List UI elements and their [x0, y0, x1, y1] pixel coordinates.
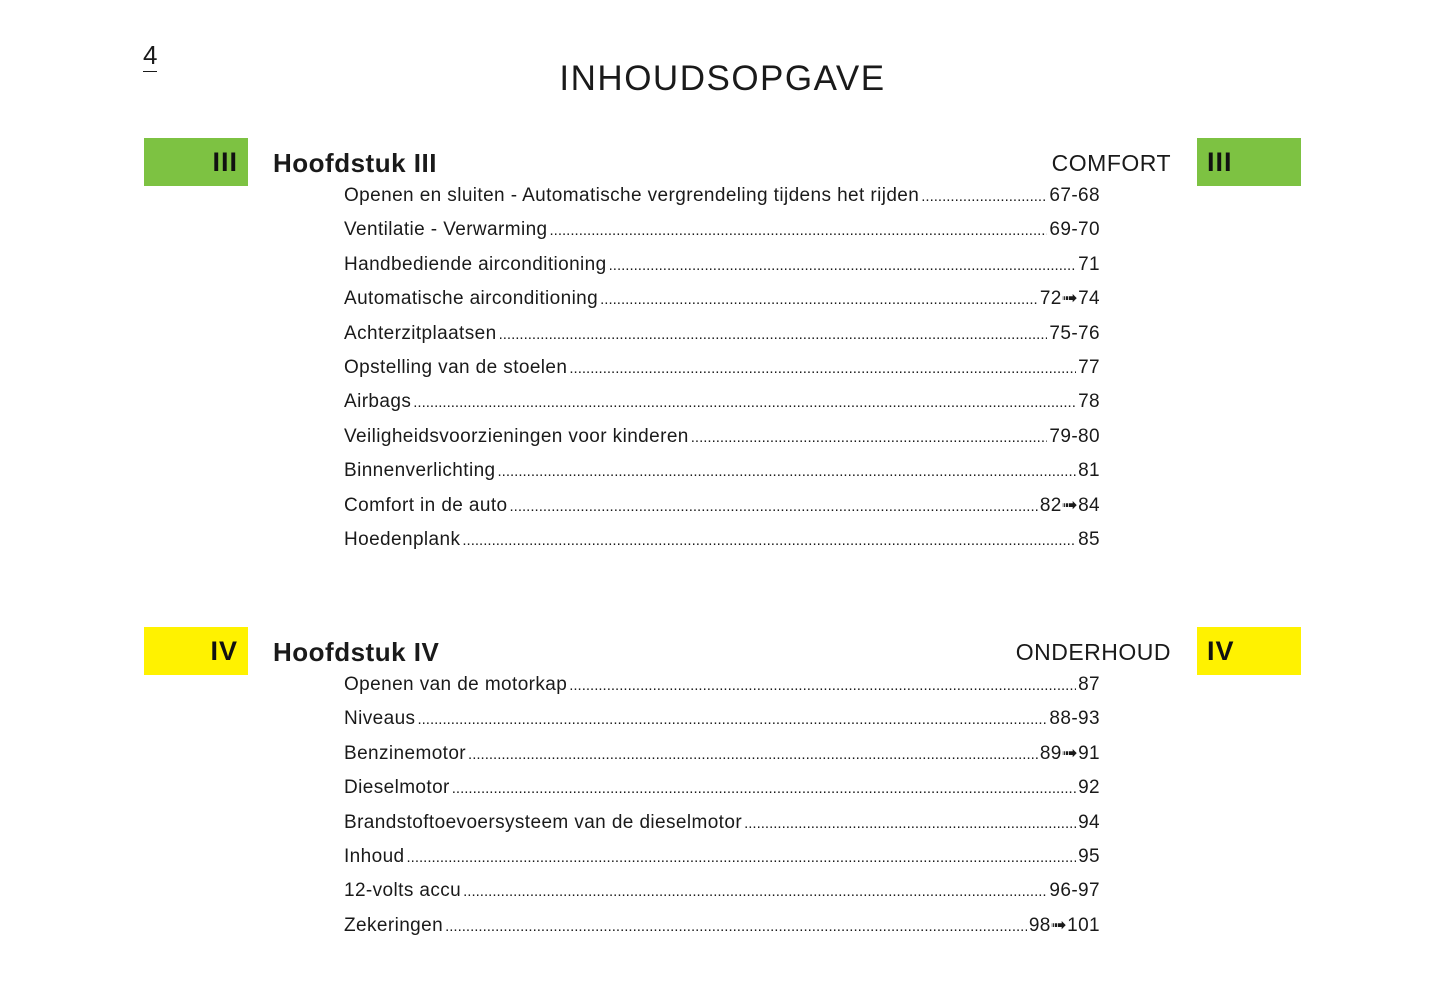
toc-entry[interactable]	[344, 489, 1100, 523]
toc-leader-dots	[569, 669, 1076, 703]
toc-entry-page: 78	[1078, 391, 1100, 413]
toc-leader-dots	[550, 214, 1048, 248]
toc-entry-label: Achterzitplaatsen	[344, 322, 497, 344]
chapter-3-entries	[344, 179, 1100, 557]
toc-leader-dots	[462, 524, 1076, 558]
toc-entry-page: 98➟101	[1028, 914, 1100, 936]
toc-leader-dots	[569, 352, 1076, 386]
chapter-4-category: ONDERHOUD	[1015, 639, 1171, 665]
chapter-3-tab-right: III	[1197, 138, 1301, 186]
toc-entry[interactable]	[344, 840, 1100, 874]
chapter-3-heading: Hoofdstuk III	[273, 148, 437, 178]
toc-entry-page: 81	[1078, 460, 1100, 482]
toc-entry-page: 95	[1078, 845, 1100, 867]
toc-entry-page: 79-80	[1049, 425, 1100, 447]
toc-entry[interactable]	[344, 668, 1100, 702]
toc-leader-dots	[600, 283, 1038, 317]
toc-entry-label: Inhoud	[344, 845, 405, 867]
chapter-3-tab-left: III	[144, 138, 248, 186]
toc-entry-page: 75-76	[1049, 322, 1100, 344]
toc-entry-label: Openen van de motorkap	[344, 674, 568, 695]
toc-entry-page: 87	[1078, 674, 1100, 695]
toc-entry-page: 67-68	[1049, 185, 1100, 206]
toc-leader-dots	[499, 318, 1048, 352]
toc-leader-dots	[498, 455, 1077, 489]
toc-entry[interactable]	[344, 806, 1100, 840]
toc-entry-page: 82➟84	[1039, 494, 1100, 516]
toc-entry[interactable]	[344, 213, 1100, 247]
toc-entry-page: 77	[1078, 356, 1100, 378]
toc-leader-dots	[744, 807, 1076, 841]
toc-entry[interactable]	[344, 454, 1100, 488]
toc-entry-label: Hoedenplank	[344, 528, 461, 550]
toc-entry-page: 92	[1078, 777, 1100, 799]
toc-entry-label: Comfort in de auto	[344, 494, 508, 516]
toc-entry-label: Dieselmotor	[344, 777, 450, 799]
page-number: 4	[143, 40, 158, 70]
toc-leader-dots	[510, 490, 1038, 524]
toc-leader-dots	[417, 703, 1047, 737]
toc-leader-dots	[445, 910, 1027, 944]
toc-entry-label: Benzinemotor	[344, 742, 467, 764]
toc-entry-page: 85	[1078, 528, 1100, 550]
toc-entry-page: 94	[1078, 811, 1100, 833]
toc-leader-dots	[921, 180, 1047, 214]
toc-leader-dots	[413, 386, 1076, 420]
page-title: INHOUDSOPGAVE	[559, 59, 886, 99]
toc-entry[interactable]	[344, 771, 1100, 805]
toc-entry-label: Opstelling van de stoelen	[344, 356, 568, 378]
toc-entry-label: Airbags	[344, 391, 412, 413]
toc-entry[interactable]	[344, 420, 1100, 454]
toc-entry[interactable]	[344, 282, 1100, 316]
toc-entry-page: 72➟74	[1039, 288, 1100, 310]
chapter-4-heading: Hoofdstuk IV	[273, 637, 440, 667]
toc-entry-label: Ventilatie - Verwarming	[344, 219, 548, 241]
toc-entry-label: Handbediende airconditioning	[344, 253, 607, 275]
toc-entry-label: Zekeringen	[344, 914, 444, 936]
toc-leader-dots	[468, 738, 1038, 772]
toc-entry[interactable]	[344, 248, 1100, 282]
chapter-4-entries	[344, 668, 1100, 943]
chapter-4-tab-right: IV	[1197, 627, 1301, 675]
toc-entry-page: 71	[1078, 253, 1100, 275]
toc-entry-page: 96-97	[1049, 880, 1100, 902]
toc-leader-dots	[609, 249, 1076, 283]
toc-entry-label: Binnenverlichting	[344, 460, 496, 482]
toc-entry-label: Niveaus	[344, 708, 416, 730]
toc-entry-page: 69-70	[1049, 219, 1100, 241]
chapter-3-category: COMFORT	[1051, 150, 1171, 176]
toc-entry-label: Veiligheidsvoorzieningen voor kinderen	[344, 425, 689, 447]
chapter-4-tab-left: IV	[144, 627, 248, 675]
toc-leader-dots	[407, 841, 1077, 875]
toc-entry[interactable]	[344, 702, 1100, 736]
toc-entry-label: 12-volts accu	[344, 880, 462, 902]
toc-leader-dots	[452, 772, 1076, 806]
toc-entry[interactable]	[344, 385, 1100, 419]
toc-entry[interactable]	[344, 317, 1100, 351]
toc-entry[interactable]	[344, 874, 1100, 908]
toc-entry[interactable]	[344, 351, 1100, 385]
toc-entry-label: Automatische airconditioning	[344, 288, 599, 310]
toc-leader-dots	[463, 875, 1047, 909]
toc-entry[interactable]	[344, 179, 1100, 213]
toc-entry[interactable]	[344, 737, 1100, 771]
toc-entry[interactable]	[344, 523, 1100, 557]
toc-entry-label: Brandstoftoevoersysteem van de dieselmotor	[344, 811, 743, 833]
toc-entry-page: 89➟91	[1039, 742, 1100, 764]
toc-entry-page: 88-93	[1049, 708, 1100, 730]
toc-entry[interactable]	[344, 909, 1100, 943]
toc-leader-dots	[691, 421, 1048, 455]
toc-entry-label: Openen en sluiten - Automatische vergrendeling tijdens het rijden	[344, 185, 920, 206]
